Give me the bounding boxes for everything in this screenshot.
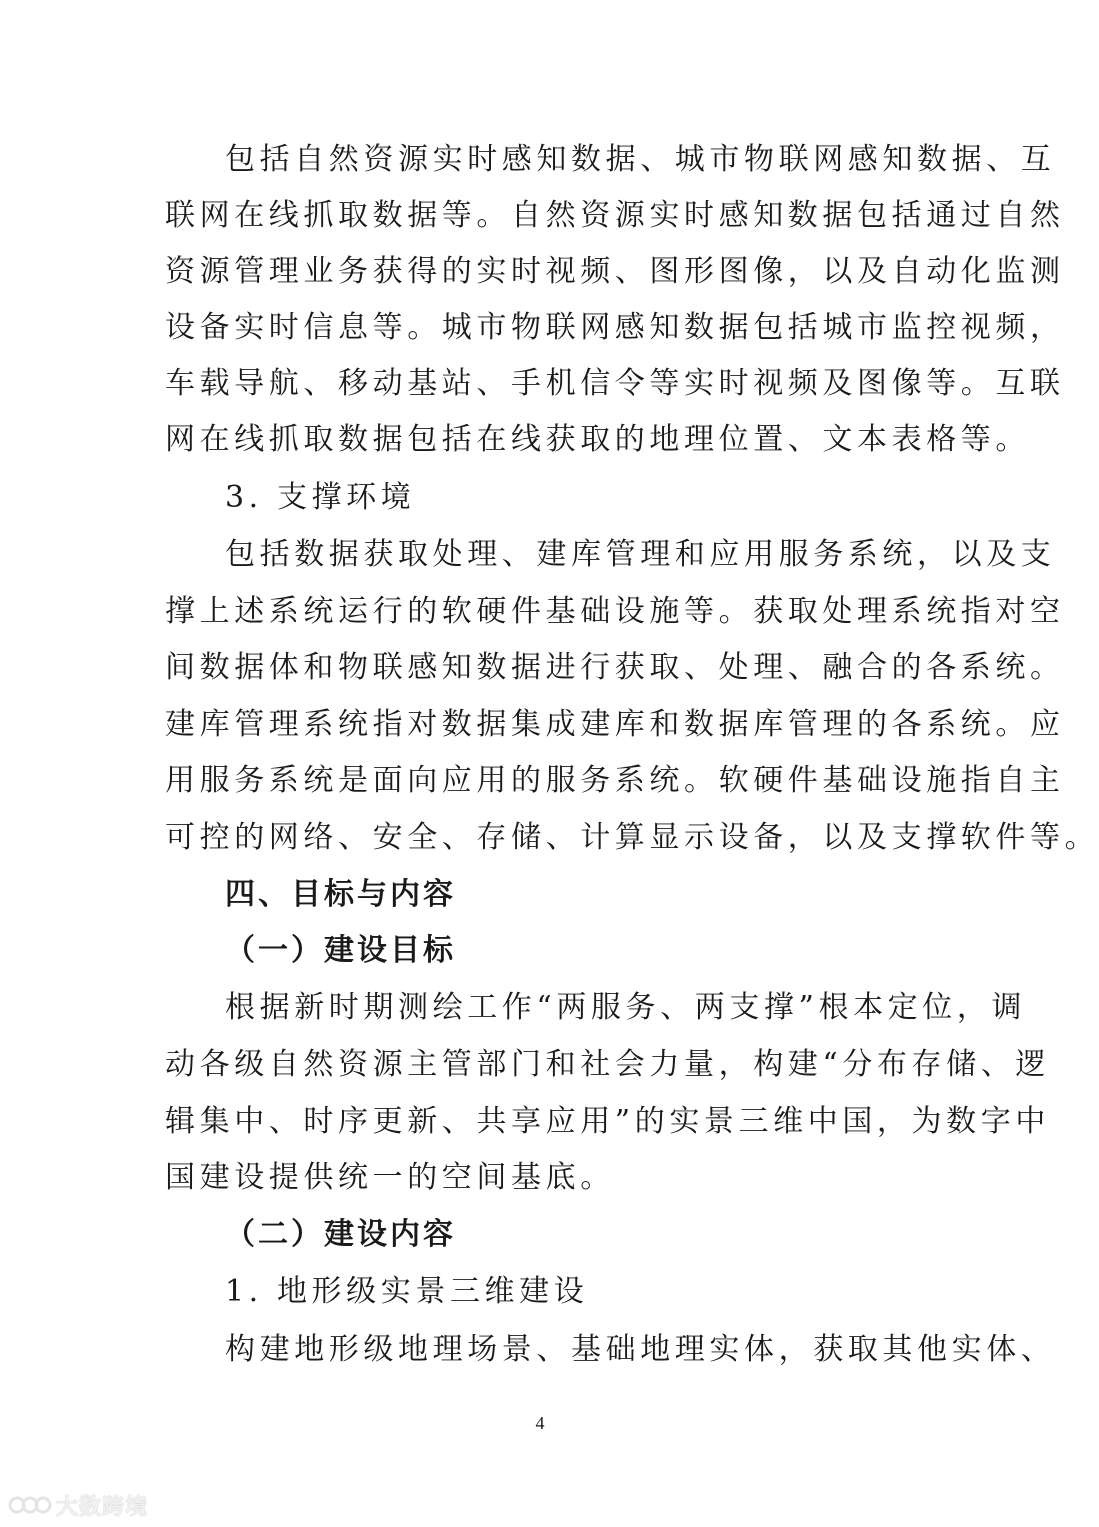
body-line: 建库管理系统指对数据集成建库和数据库管理的各系统。应 — [165, 707, 1065, 742]
section-heading-support-environment: 3. 支撑环境 — [225, 480, 416, 515]
body-line: 网在线抓取数据包括在线获取的地理位置、文本表格等。 — [165, 422, 1030, 457]
body-line: 构建地形级地理场景、基础地理实体，获取其他实体、 — [225, 1332, 1056, 1367]
body-line: 间数据体和物联感知数据进行获取、处理、融合的各系统。 — [165, 650, 1065, 685]
section-heading-terrain-level: 1. 地形级实景三维建设 — [225, 1274, 589, 1309]
body-line: 动各级自然资源主管部门和社会力量，构建“分布存储、逻 — [165, 1047, 1050, 1082]
watermark-logo-icon — [8, 1494, 52, 1516]
page-number: 4 — [535, 1413, 545, 1433]
body-line: 辑集中、时序更新、共享应用”的实景三维中国，为数字中 — [165, 1104, 1050, 1139]
watermark-text: 大数跨境 — [56, 1494, 149, 1520]
watermark — [8, 1490, 148, 1520]
body-line: 国建设提供统一的空间基底。 — [165, 1160, 615, 1195]
body-line: 包括自然资源实时感知数据、城市物联网感知数据、互 — [225, 142, 1056, 177]
body-line: 用服务系统是面向应用的服务系统。软硬件基础设施指自主 — [165, 763, 1065, 798]
subsection-heading-goal: （一）建设目标 — [225, 933, 456, 968]
chapter-heading: 四、目标与内容 — [225, 877, 456, 912]
subsection-heading-content: （二）建设内容 — [225, 1217, 456, 1252]
body-line: 根据新时期测绘工作“两服务、两支撑”根本定位，调 — [225, 990, 1027, 1025]
body-line: 撑上述系统运行的软硬件基础设施等。获取处理系统指对空 — [165, 594, 1065, 629]
body-line: 资源管理业务获得的实时视频、图形图像，以及自动化监测 — [165, 254, 1065, 289]
body-line: 设备实时信息等。城市物联网感知数据包括城市监控视频， — [165, 310, 1065, 345]
body-line: 联网在线抓取数据等。自然资源实时感知数据包括通过自然 — [165, 198, 1065, 233]
body-line: 车载导航、移动基站、手机信令等实时视频及图像等。互联 — [165, 366, 1065, 401]
body-line: 包括数据获取处理、建库管理和应用服务系统，以及支 — [225, 537, 1056, 572]
body-line: 可控的网络、安全、存储、计算显示设备，以及支撑软件等。 — [165, 820, 1099, 855]
